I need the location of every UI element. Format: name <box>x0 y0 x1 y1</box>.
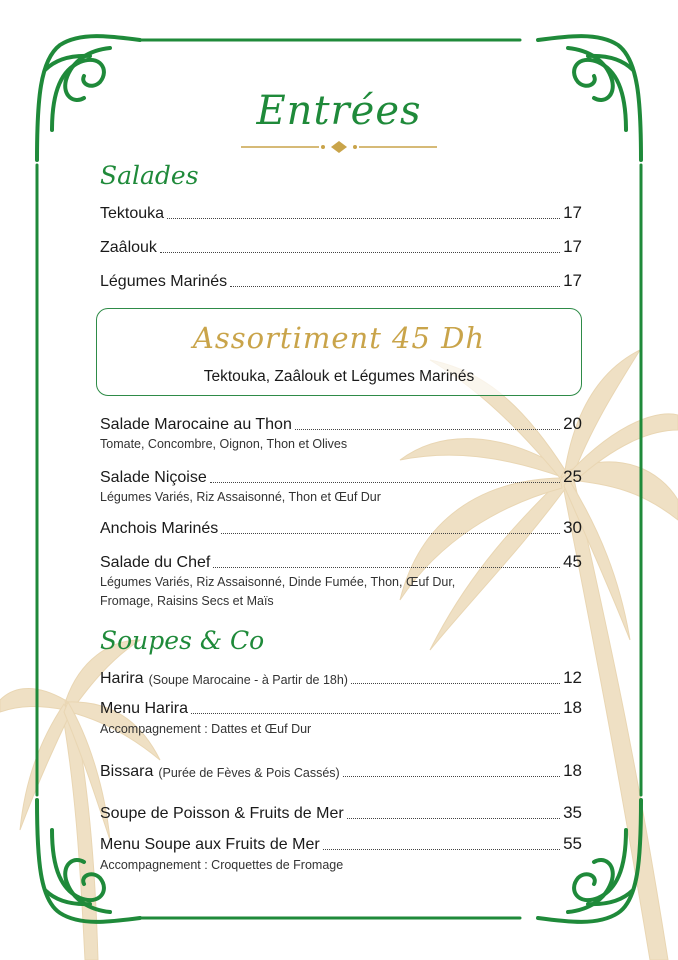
item-price: 30 <box>563 518 582 537</box>
dot-leader <box>347 818 560 819</box>
item-name: Salade Niçoise <box>100 469 207 486</box>
dot-leader <box>191 713 560 714</box>
item-name: Soupe de Poisson & Fruits de Mer <box>100 805 344 822</box>
item-price: 18 <box>563 698 582 717</box>
section-heading-salades: Salades <box>100 161 199 190</box>
menu-item <box>100 235 582 257</box>
item-price: 45 <box>563 552 582 571</box>
dot-leader <box>351 683 560 684</box>
menu-item <box>100 412 582 434</box>
dot-leader <box>213 567 560 568</box>
item-name: Tektouka <box>100 205 165 222</box>
item-note: (Soupe Marocaine - à Partir de 18h) <box>148 673 348 687</box>
item-description: Fromage, Raisins Secs et Maïs <box>100 594 274 608</box>
dot-leader <box>343 776 560 777</box>
menu-item <box>100 666 582 688</box>
assortiment-box <box>96 308 582 396</box>
menu-item <box>100 201 582 223</box>
item-description: Légumes Variés, Riz Assaisonné, Thon et Œuf Dur <box>100 490 381 504</box>
item-name: Bissara <box>100 763 154 780</box>
menu-item <box>100 832 582 854</box>
assortiment-title: Assortiment 45 Dh <box>192 321 486 355</box>
item-name: Salade Marocaine au Thon <box>100 416 292 433</box>
item-price: 17 <box>563 203 582 222</box>
item-name: Harira <box>100 670 144 687</box>
item-name: Salade du Chef <box>100 554 211 571</box>
diamond-divider-icon <box>241 140 437 154</box>
item-name: Menu Soupe aux Fruits de Mer <box>100 836 320 853</box>
item-name: Légumes Marinés <box>100 273 228 290</box>
dot-leader <box>230 286 560 287</box>
menu-item <box>100 269 582 291</box>
item-description: Légumes Variés, Riz Assaisonné, Dinde Fumée, Thon, Œuf Dur, <box>100 575 456 589</box>
item-description: Accompagnement : Dattes et Œuf Dur <box>100 722 312 736</box>
section-heading-soupes: Soupes & Co <box>100 626 265 655</box>
item-price: 20 <box>563 414 582 433</box>
dot-leader <box>160 252 560 253</box>
item-price: 25 <box>563 467 582 486</box>
item-price: 17 <box>563 271 582 290</box>
item-name: Anchois Marinés <box>100 520 219 537</box>
dot-leader <box>323 849 560 850</box>
item-name: Zaâlouk <box>100 239 157 256</box>
menu-item <box>100 801 582 823</box>
dot-leader <box>221 533 560 534</box>
item-price: 18 <box>563 761 582 780</box>
menu-item <box>100 550 582 572</box>
menu-item <box>100 465 582 487</box>
menu-item <box>100 516 582 538</box>
assortiment-subtitle: Tektouka, Zaâlouk et Légumes Marinés <box>203 368 475 385</box>
page-title: Entrées <box>256 88 422 134</box>
menu-item <box>100 696 582 718</box>
item-description: Tomate, Concombre, Oignon, Thon et Olives <box>100 437 348 451</box>
item-name: Menu Harira <box>100 700 189 717</box>
item-price: 17 <box>563 237 582 256</box>
item-price: 12 <box>563 668 582 687</box>
item-description: Accompagnement : Croquettes de Fromage <box>100 858 344 872</box>
menu-item <box>100 759 582 781</box>
dot-leader <box>295 429 560 430</box>
dot-leader <box>210 482 560 483</box>
item-note: (Purée de Fèves & Pois Cassés) <box>158 766 340 780</box>
dot-leader <box>167 218 560 219</box>
item-price: 55 <box>563 834 582 853</box>
item-price: 35 <box>563 803 582 822</box>
